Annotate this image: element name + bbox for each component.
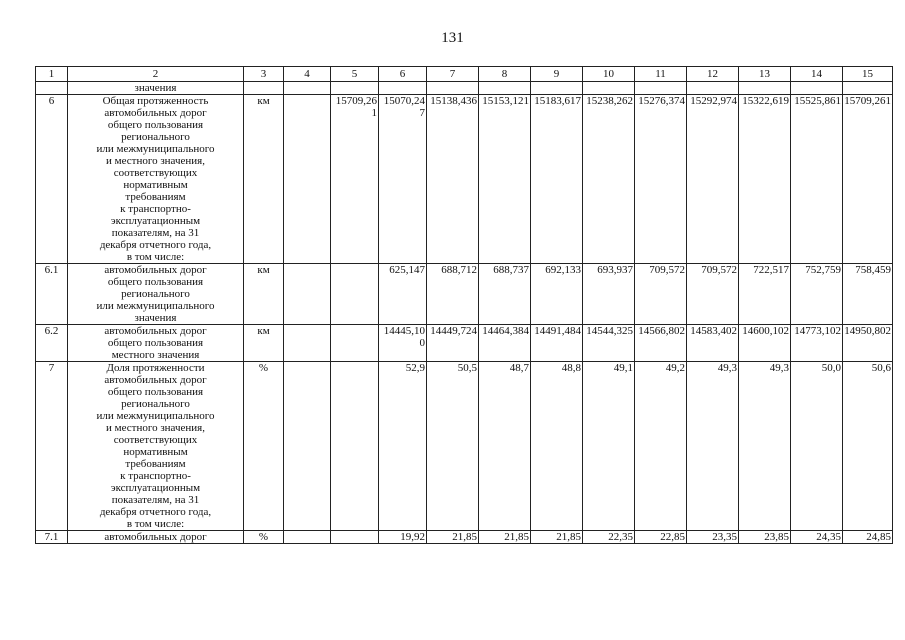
indicator-name: автомобильных дорог общего пользования местного значения bbox=[68, 325, 244, 362]
header-cell: 7 bbox=[427, 67, 479, 82]
unit-cell bbox=[244, 82, 284, 95]
value-cell: 14566,802 bbox=[635, 325, 687, 362]
value-cell: 15322,619 bbox=[739, 95, 791, 264]
value-cell: 21,85 bbox=[427, 531, 479, 544]
value-cell: 49,1 bbox=[583, 362, 635, 531]
value-cell: 24,35 bbox=[791, 531, 843, 544]
empty-cell bbox=[284, 95, 331, 264]
value-cell: 14583,402 bbox=[687, 325, 739, 362]
header-row bbox=[36, 67, 893, 82]
header-cell: 14 bbox=[791, 67, 843, 82]
indicator-name: значения bbox=[68, 82, 244, 95]
value-cell: 722,517 bbox=[739, 264, 791, 325]
value-cell bbox=[583, 82, 635, 95]
empty-cell bbox=[284, 362, 331, 531]
value-cell: 14464,384 bbox=[479, 325, 531, 362]
value-cell: 625,147 bbox=[379, 264, 427, 325]
value-cell bbox=[531, 82, 583, 95]
value-cell: 709,572 bbox=[635, 264, 687, 325]
value-cell: 14544,325 bbox=[583, 325, 635, 362]
table-row bbox=[36, 362, 893, 531]
indicator-name: Доля протяженности автомобильных дорог общего пользования регионального или межмуниципального и местного значения, соответствующих нормативным требованиям к транспортно- эксплуатационным показателям, на 31 декабря отчетного года, в том числе: bbox=[68, 362, 244, 531]
row-number: 7 bbox=[36, 362, 68, 531]
value-cell bbox=[739, 82, 791, 95]
value-cell: 50,0 bbox=[791, 362, 843, 531]
header-cell: 10 bbox=[583, 67, 635, 82]
empty-cell bbox=[284, 325, 331, 362]
value-cell: 14773,102 bbox=[791, 325, 843, 362]
row-number bbox=[36, 82, 68, 95]
value-cell bbox=[379, 82, 427, 95]
row-number: 6.1 bbox=[36, 264, 68, 325]
value-cell: 688,737 bbox=[479, 264, 531, 325]
table-row bbox=[36, 264, 893, 325]
header-cell: 3 bbox=[244, 67, 284, 82]
indicator-name: Общая протяженность автомобильных дорог общего пользования регионального или межмуниципального и местного значения, соответствующих нормативным требованиям к транспортно- эксплуатационным показателям, на 31 декабря отчетного года, в том числе: bbox=[68, 95, 244, 264]
value-cell: 15276,374 bbox=[635, 95, 687, 264]
unit-cell: км bbox=[244, 325, 284, 362]
indicator-name: автомобильных дорог общего пользования регионального или межмуниципального значения bbox=[68, 264, 244, 325]
header-cell: 5 bbox=[331, 67, 379, 82]
value-cell: 22,35 bbox=[583, 531, 635, 544]
value-cell bbox=[331, 264, 379, 325]
value-cell: 50,6 bbox=[843, 362, 893, 531]
value-cell: 752,759 bbox=[791, 264, 843, 325]
header-cell: 4 bbox=[284, 67, 331, 82]
header-cell: 15 bbox=[843, 67, 893, 82]
value-cell: 21,85 bbox=[531, 531, 583, 544]
value-cell: 14600,102 bbox=[739, 325, 791, 362]
value-cell: 52,9 bbox=[379, 362, 427, 531]
value-cell: 50,5 bbox=[427, 362, 479, 531]
value-cell: 758,459 bbox=[843, 264, 893, 325]
value-cell: 15525,861 bbox=[791, 95, 843, 264]
table-row bbox=[36, 82, 893, 95]
value-cell: 24,85 bbox=[843, 531, 893, 544]
table-row bbox=[36, 95, 893, 264]
value-cell bbox=[843, 82, 893, 95]
value-cell bbox=[479, 82, 531, 95]
value-cell bbox=[331, 531, 379, 544]
value-cell: 709,572 bbox=[687, 264, 739, 325]
empty-cell bbox=[284, 264, 331, 325]
empty-cell bbox=[284, 531, 331, 544]
value-cell: 49,3 bbox=[687, 362, 739, 531]
header-cell: 13 bbox=[739, 67, 791, 82]
value-cell: 23,85 bbox=[739, 531, 791, 544]
value-cell: 14950,802 bbox=[843, 325, 893, 362]
row-number: 6 bbox=[36, 95, 68, 264]
value-cell: 15709,261 bbox=[331, 95, 379, 264]
header-cell: 8 bbox=[479, 67, 531, 82]
table-row bbox=[36, 325, 893, 362]
value-cell: 15138,436 bbox=[427, 95, 479, 264]
value-cell bbox=[687, 82, 739, 95]
value-cell bbox=[427, 82, 479, 95]
value-cell: 49,3 bbox=[739, 362, 791, 531]
value-cell: 23,35 bbox=[687, 531, 739, 544]
value-cell: 15709,261 bbox=[843, 95, 893, 264]
value-cell: 19,92 bbox=[379, 531, 427, 544]
page-number: 131 bbox=[441, 30, 464, 46]
value-cell: 21,85 bbox=[479, 531, 531, 544]
value-cell: 688,712 bbox=[427, 264, 479, 325]
header-cell: 1 bbox=[36, 67, 68, 82]
value-cell bbox=[791, 82, 843, 95]
value-cell: 22,85 bbox=[635, 531, 687, 544]
unit-cell: % bbox=[244, 362, 284, 531]
value-cell bbox=[331, 325, 379, 362]
indicator-name: автомобильных дорог bbox=[68, 531, 244, 544]
value-cell: 15070,247 bbox=[379, 95, 427, 264]
value-cell: 14491,484 bbox=[531, 325, 583, 362]
value-cell bbox=[635, 82, 687, 95]
row-number: 7.1 bbox=[36, 531, 68, 544]
value-cell: 48,8 bbox=[531, 362, 583, 531]
value-cell: 15183,617 bbox=[531, 95, 583, 264]
header-cell: 9 bbox=[531, 67, 583, 82]
value-cell: 15153,121 bbox=[479, 95, 531, 264]
table-row bbox=[36, 531, 893, 544]
value-cell: 693,937 bbox=[583, 264, 635, 325]
value-cell: 692,133 bbox=[531, 264, 583, 325]
value-cell: 48,7 bbox=[479, 362, 531, 531]
value-cell: 15238,262 bbox=[583, 95, 635, 264]
header-cell: 6 bbox=[379, 67, 427, 82]
indicator-table bbox=[35, 66, 893, 544]
value-cell: 14449,724 bbox=[427, 325, 479, 362]
value-cell: 14445,100 bbox=[379, 325, 427, 362]
value-cell: 49,2 bbox=[635, 362, 687, 531]
header-cell: 12 bbox=[687, 67, 739, 82]
unit-cell: км bbox=[244, 264, 284, 325]
header-cell: 11 bbox=[635, 67, 687, 82]
unit-cell: км bbox=[244, 95, 284, 264]
unit-cell: % bbox=[244, 531, 284, 544]
empty-cell bbox=[284, 82, 331, 95]
value-cell bbox=[331, 82, 379, 95]
header-cell: 2 bbox=[68, 67, 244, 82]
value-cell bbox=[331, 362, 379, 531]
row-number: 6.2 bbox=[36, 325, 68, 362]
value-cell: 15292,974 bbox=[687, 95, 739, 264]
